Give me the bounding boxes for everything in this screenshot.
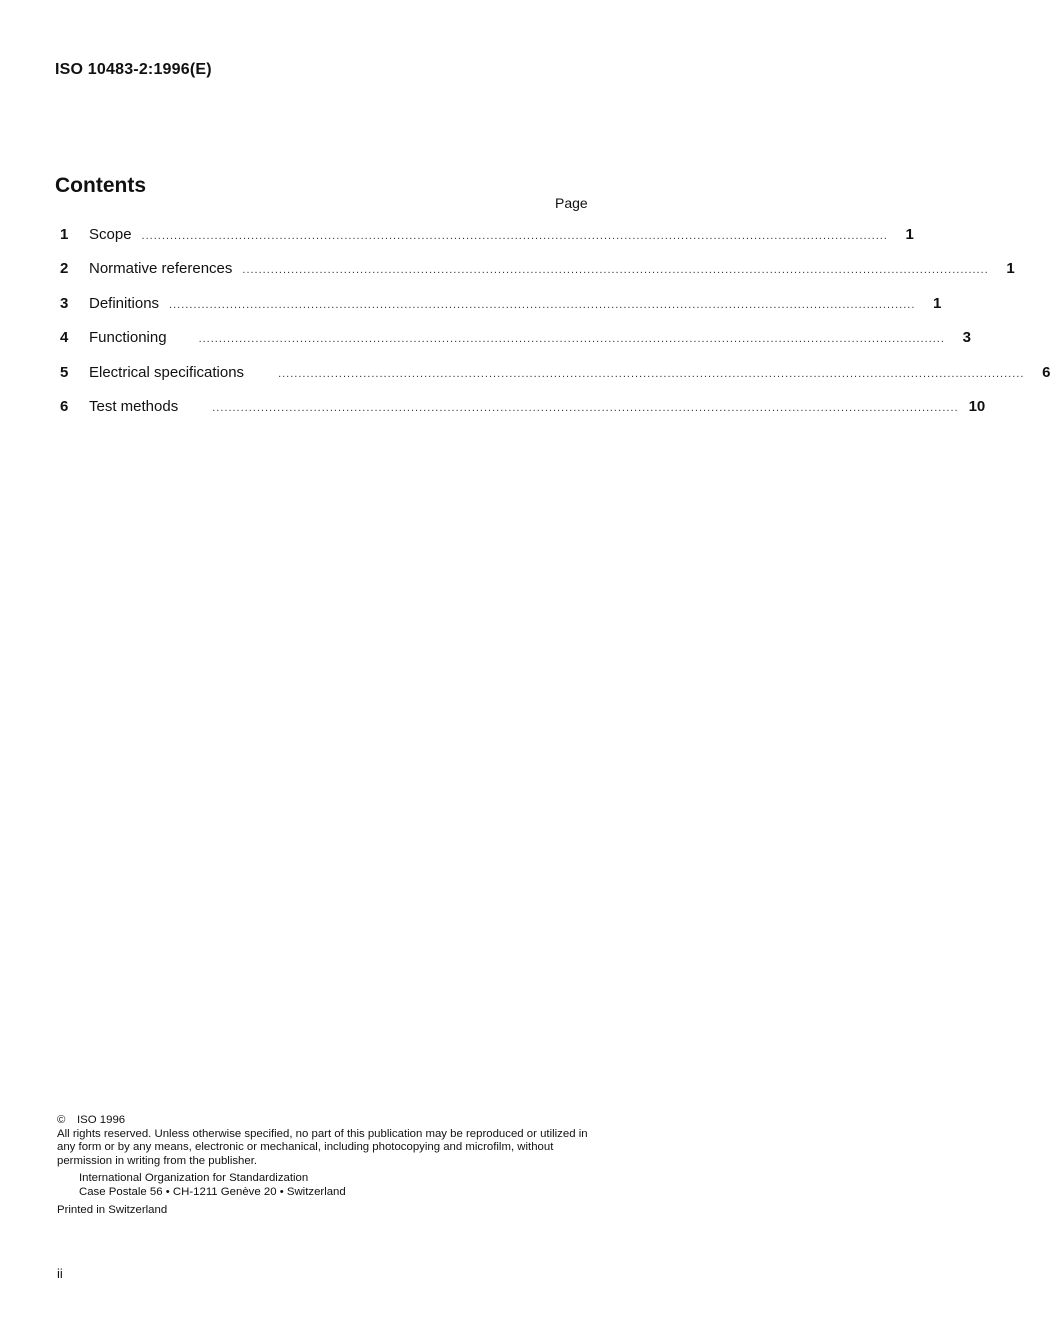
toc-entry[interactable] <box>55 397 986 432</box>
toc-leader-dots: ........................................................................................................................................................................................ <box>278 367 1025 380</box>
toc-entry-title: Functioning <box>89 329 167 347</box>
toc-entry-title: Test methods <box>89 397 179 415</box>
toc-entry-number: 6 <box>60 397 69 415</box>
toc-entry[interactable] <box>55 294 942 329</box>
toc-entry-page: 10 <box>968 397 986 415</box>
toc-leader-dots: ........................................................................................................................................................................................ <box>212 401 959 414</box>
toc-leader-dots: ........................................................................................................................................................................................ <box>169 298 916 311</box>
toc-entry-title: Scope <box>89 226 132 243</box>
toc-entry[interactable] <box>55 329 971 363</box>
toc-entry-page: 1 <box>905 226 914 243</box>
toc-entry-page: 1 <box>1006 260 1015 278</box>
toc-entry-page: 6 <box>1042 363 1050 381</box>
toc-entry-title: Normative references <box>89 260 233 278</box>
copyright-icon: © <box>57 1114 66 1126</box>
toc-entry-page: 1 <box>933 294 942 312</box>
toc-entry-page: 3 <box>962 329 971 347</box>
rights-statement: All rights reserved. Unless otherwise specified, no part of this publication may be reproduced or utilized in any form or by any means, electronic or mechanical, including photocopying and microfilm, without permission in writing from the publisher. <box>57 1127 588 1167</box>
toc-entry[interactable] <box>55 363 1050 398</box>
toc-entry-title: Definitions <box>89 294 160 312</box>
toc-leader-dots: ........................................................................................................................................................................................ <box>242 264 989 277</box>
copyright-line <box>57 1114 597 1128</box>
toc-entry-title: Electrical specifications <box>89 363 245 381</box>
toc-entry-number: 3 <box>60 294 69 312</box>
organization-address: Case Postale 56 • CH-1211 Genève 20 • Switzerland <box>79 1185 346 1198</box>
toc-leader-dots: ........................................................................................................................................................................................ <box>198 333 945 346</box>
toc-entry-number: 1 <box>60 226 69 243</box>
table-of-contents <box>55 226 1050 432</box>
toc-entry-number: 2 <box>60 260 69 278</box>
organization-name: International Organization for Standardization <box>79 1172 309 1185</box>
copyright-year: ISO 1996 <box>77 1114 126 1126</box>
contents-heading: Contents <box>55 174 146 197</box>
page-number: ii <box>57 1266 63 1281</box>
copyright-notice <box>57 1114 597 1217</box>
toc-entry[interactable] <box>55 260 1015 294</box>
document-id: ISO 10483-2:1996(E) <box>55 61 212 78</box>
toc-entry-number: 5 <box>60 363 69 381</box>
printed-location: Printed in Switzerland <box>57 1203 168 1216</box>
page-column-label: Page <box>555 195 588 211</box>
toc-leader-dots: ........................................................................................................................................................................................ <box>141 230 888 242</box>
toc-entry[interactable] <box>55 226 914 260</box>
toc-entry-number: 4 <box>60 329 69 347</box>
